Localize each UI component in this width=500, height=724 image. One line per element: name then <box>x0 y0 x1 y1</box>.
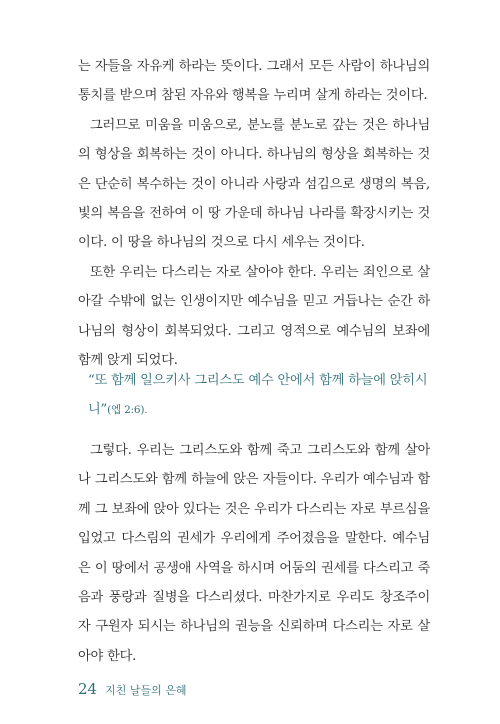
page-footer <box>78 680 186 698</box>
running-title: 지친 날들의 은혜 <box>105 684 187 697</box>
paragraph: 그렇다. 우리는 그리스도와 함께 죽고 그리스도와 함께 살아나 그리스도와 함께 하늘에 앉은 자들이다. 우리가 예수님과 함께 그 보좌에 앉아 있다는 것은 우리가 다스리는 자로 부르심을 입었고 다스림의 권세가 우리에게 주어졌음을 말한다. 예수님은 이 땅에서 공생애 사역을 하시며 어둠의 권세를 다스리고 죽음과 풍랑과 질병을 다스리셨다. 마찬가지로 우리도 창조주이자 구원자 되시는 하나님의 권능을 신뢰하며 다스리는 자로 살아야 한다. <box>78 443 430 664</box>
quote-text: “또 함께 일으키사 그리스도 예수 안에서 함께 하늘에 앉히시니” <box>88 373 428 417</box>
body-text-top <box>78 52 430 375</box>
scripture-quote <box>88 366 428 425</box>
page-number: 24 <box>78 680 98 698</box>
paragraph: 그러므로 미움을 미움으로, 분노를 분노로 갚는 것은 하나님의 형상을 회복하는 것이 아니다. 하나님의 형상을 회복하는 것은 단순히 복수하는 것이 아니라 사랑과 섬김으로 생명의 복음, 빛의 복음을 전하여 이 땅 가운데 하나님 나라를 확장시키는 것이다. 이 땅을 하나님의 것으로 다시 세우는 것이다. <box>78 117 430 251</box>
paragraph: 또한 우리는 다스리는 자로 살아야 한다. 우리는 죄인으로 살아갈 수밖에 없는 인생이지만 예수님을 믿고 거듭나는 순간 하나님의 형상이 회복되었다. 그리고 영적으로 예수님의 보좌에 함께 앉게 되었다. <box>78 264 430 369</box>
quote-reference: (엡 2:6). <box>107 404 148 416</box>
body-text-bottom <box>78 436 430 671</box>
paragraph-continuation: 는 자들을 자유케 하라는 뜻이다. 그래서 모든 사람이 하나님의 통치를 받으며 참된 자유와 행복을 누리며 살게 하라는 것이다. <box>78 59 430 104</box>
